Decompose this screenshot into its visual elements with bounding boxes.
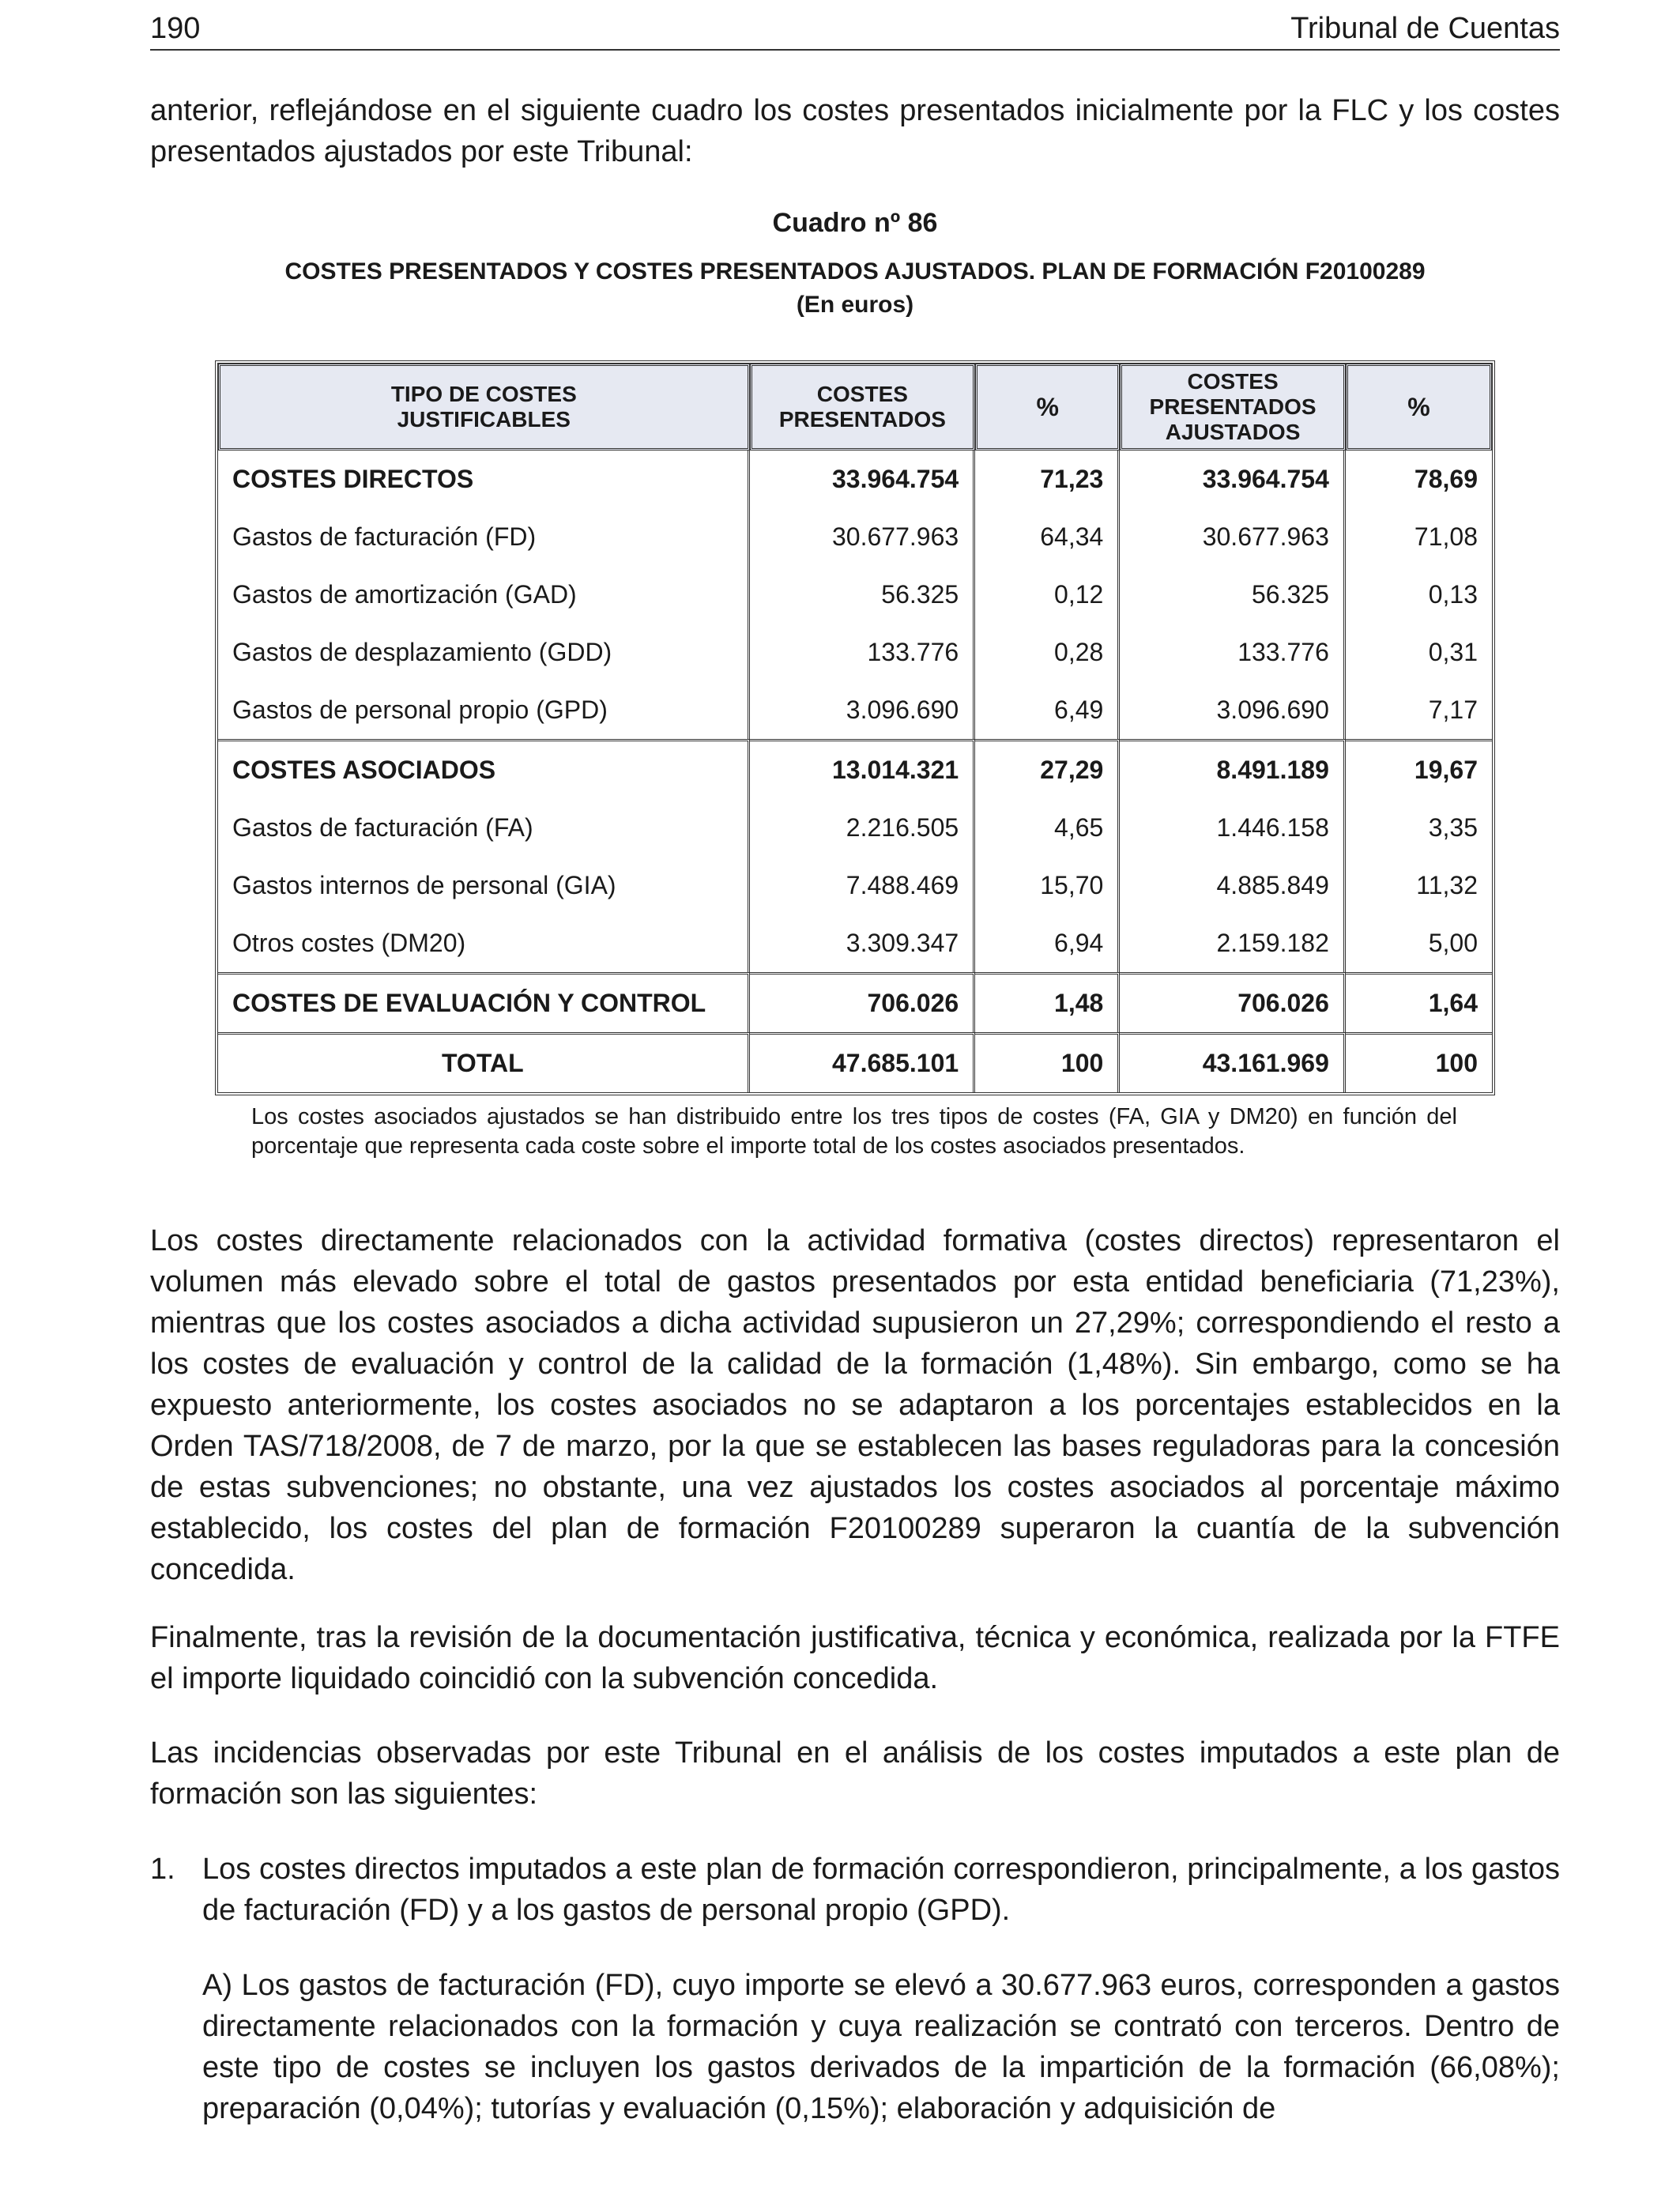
cell-pct-ajustados: 1,64 xyxy=(1346,972,1492,1032)
row-label: Gastos internos de personal (GIA) xyxy=(218,857,750,914)
cell-pct-ajustados: 3,35 xyxy=(1428,813,1478,842)
cell-ajustados: 2.159.182 xyxy=(1120,914,1346,972)
row-label: Gastos de facturación (FD) xyxy=(218,508,750,566)
cell-presentados: 2.216.505 xyxy=(750,799,976,857)
cell-pct-ajustados: 0,13 xyxy=(1428,580,1478,609)
row-label: COSTES DIRECTOS xyxy=(218,450,750,508)
table-row xyxy=(218,972,1492,1032)
row-label: Gastos de desplazamiento (GDD) xyxy=(218,624,750,681)
cell-ajustados: 1.446.158 xyxy=(1120,799,1346,857)
intro-paragraph: anterior, reflejándose en el siguiente cuadro los costes presentados inicialmente por la FLC y los costes presentados ajustados por este Tribunal: xyxy=(150,94,1560,168)
cell-presentados: 56.325 xyxy=(750,566,976,624)
table-row xyxy=(218,857,1492,914)
cell-ajustados: 30.677.963 xyxy=(1120,508,1346,566)
header-presentados: COSTES PRESENTADOS xyxy=(750,364,976,450)
cell-ajustados: 133.776 xyxy=(1120,624,1346,681)
cell-pct-presentados: 15,70 xyxy=(975,857,1120,914)
cell-pct-presentados: 27,29 xyxy=(975,739,1120,799)
cell-pct-ajustados: 71,08 xyxy=(1414,522,1478,551)
row-label: Gastos de personal propio (GPD) xyxy=(218,681,750,739)
table-row xyxy=(218,508,1492,566)
table-row xyxy=(218,739,1492,799)
row-label: Gastos de amortización (GAD) xyxy=(218,566,750,624)
table-row xyxy=(218,799,1492,857)
cell-pct-presentados: 71,23 xyxy=(975,450,1120,508)
publisher-name: Tribunal de Cuentas xyxy=(1290,12,1560,45)
cell-ajustados: 33.964.754 xyxy=(1120,450,1346,508)
table-row xyxy=(218,624,1492,681)
cell-pct-presentados: 4,65 xyxy=(975,799,1120,857)
row-label: COSTES DE EVALUACIÓN Y CONTROL xyxy=(218,972,750,1032)
table-row xyxy=(218,681,1492,739)
cell-presentados: 706.026 xyxy=(750,972,976,1032)
table-title: COSTES PRESENTADOS Y COSTES PRESENTADOS AJUSTADOS. PLAN DE FORMACIÓN F20100289 xyxy=(284,258,1426,285)
costs-table xyxy=(215,360,1495,1095)
cell-presentados: 3.096.690 xyxy=(750,681,976,739)
list-item-subitem-a: A) Los gastos de facturación (FD), cuyo importe se elevó a 30.677.963 euros, corresponden a gastos directamente relacionados con la formación y cuya realización se contrató con terceros. Dentro de este tipo de costes se incluyen los gastos derivados de la impartición de la formación (66,08%); preparación (0,04%); tutorías y evaluación (0,15%); elaboración y adquisición de xyxy=(202,1969,1560,2125)
cell-ajustados: 706.026 xyxy=(1120,972,1346,1032)
cell-ajustados: 56.325 xyxy=(1120,566,1346,624)
row-label: Otros costes (DM20) xyxy=(218,914,750,972)
body-paragraph: Finalmente, tras la revisión de la documentación justificativa, técnica y económica, realizada por la FTFE el importe liquidado coincidió con la subvención concedida. xyxy=(150,1621,1560,1695)
cell-pct-presentados: 64,34 xyxy=(975,508,1120,566)
cell-presentados: 13.014.321 xyxy=(750,739,976,799)
list-item-number: 1. xyxy=(150,1853,175,1886)
cell-pct-ajustados: 5,00 xyxy=(1428,929,1478,957)
cell-presentados: 47.685.101 xyxy=(750,1032,976,1092)
cell-pct-ajustados: 19,67 xyxy=(1346,739,1492,799)
cell-pct-presentados: 6,94 xyxy=(975,914,1120,972)
cell-pct-presentados: 0,28 xyxy=(975,624,1120,681)
cell-pct-ajustados: 11,32 xyxy=(1416,871,1478,899)
body-paragraph: Los costes directamente relacionados con la actividad formativa (costes directos) representaron el volumen más elevado sobre el total de gastos presentados por esta entidad beneficiaria (71,23%), mientras que los costes asociados a dicha actividad supusieron un 27,29%; correspondiendo el resto a los costes de evaluación y control de la calidad de la formación (1,48%). Sin embargo, como se ha expuesto anteriormente, los costes asociados no se adaptaron a los porcentajes establecidos en la Orden TAS/718/2008, de 7 de marzo, por la que se establecen las bases reguladoras para la concesión de estas subvenciones; no obstante, una vez ajustados los costes asociados al porcentaje máximo establecido, los costes del plan de formación F20100289 superaron la cuantía de la subvención concedida. xyxy=(150,1224,1560,1586)
list-item-text: Los costes directos imputados a este plan de formación correspondieron, principalmente, a los gastos de facturación (FD) y a los gastos de personal propio (GPD). xyxy=(202,1853,1560,1927)
page-number: 190 xyxy=(150,12,201,45)
table-row xyxy=(218,450,1492,508)
cell-ajustados: 8.491.189 xyxy=(1120,739,1346,799)
table-row xyxy=(218,566,1492,624)
row-label: COSTES ASOCIADOS xyxy=(218,739,750,799)
table-header-row xyxy=(218,364,1492,450)
cell-pct-ajustados: 100 xyxy=(1346,1032,1492,1092)
header-pct-ajustados: % xyxy=(1346,364,1492,450)
cell-ajustados: 3.096.690 xyxy=(1120,681,1346,739)
header-ajustados: COSTES PRESENTADOS AJUSTADOS xyxy=(1120,364,1346,450)
row-label: Gastos de facturación (FA) xyxy=(218,799,750,857)
page-header xyxy=(150,11,1560,51)
table-row xyxy=(218,914,1492,972)
table-subtitle: (En euros) xyxy=(796,292,914,318)
cell-pct-ajustados: 0,31 xyxy=(1428,638,1478,666)
header-tipo: TIPO DE COSTES JUSTIFICABLES xyxy=(218,364,750,450)
cell-presentados: 3.309.347 xyxy=(750,914,976,972)
cell-pct-presentados: 0,12 xyxy=(975,566,1120,624)
table-label: Cuadro nº 86 xyxy=(772,208,938,238)
cell-ajustados: 43.161.969 xyxy=(1120,1032,1346,1092)
table-note: Los costes asociados ajustados se han distribuido entre los tres tipos de costes (FA, GIA y DM20) en función del porcentaje que representa cada coste sobre el importe total de los costes asociados presentados. xyxy=(251,1104,1457,1159)
cell-pct-presentados: 100 xyxy=(975,1032,1120,1092)
cell-ajustados: 4.885.849 xyxy=(1120,857,1346,914)
cell-pct-ajustados: 7,17 xyxy=(1428,696,1478,724)
body-paragraph: Las incidencias observadas por este Tribunal en el análisis de los costes imputados a este plan de formación son las siguientes: xyxy=(150,1736,1560,1811)
table-row-total xyxy=(218,1032,1492,1092)
cell-presentados: 30.677.963 xyxy=(750,508,976,566)
cell-pct-ajustados: 78,69 xyxy=(1414,465,1478,493)
cell-presentados: 33.964.754 xyxy=(750,450,976,508)
row-label: TOTAL xyxy=(218,1032,750,1092)
cell-pct-presentados: 6,49 xyxy=(975,681,1120,739)
cell-presentados: 7.488.469 xyxy=(750,857,976,914)
cell-presentados: 133.776 xyxy=(750,624,976,681)
header-pct-presentados: % xyxy=(975,364,1120,450)
cell-pct-presentados: 1,48 xyxy=(975,972,1120,1032)
